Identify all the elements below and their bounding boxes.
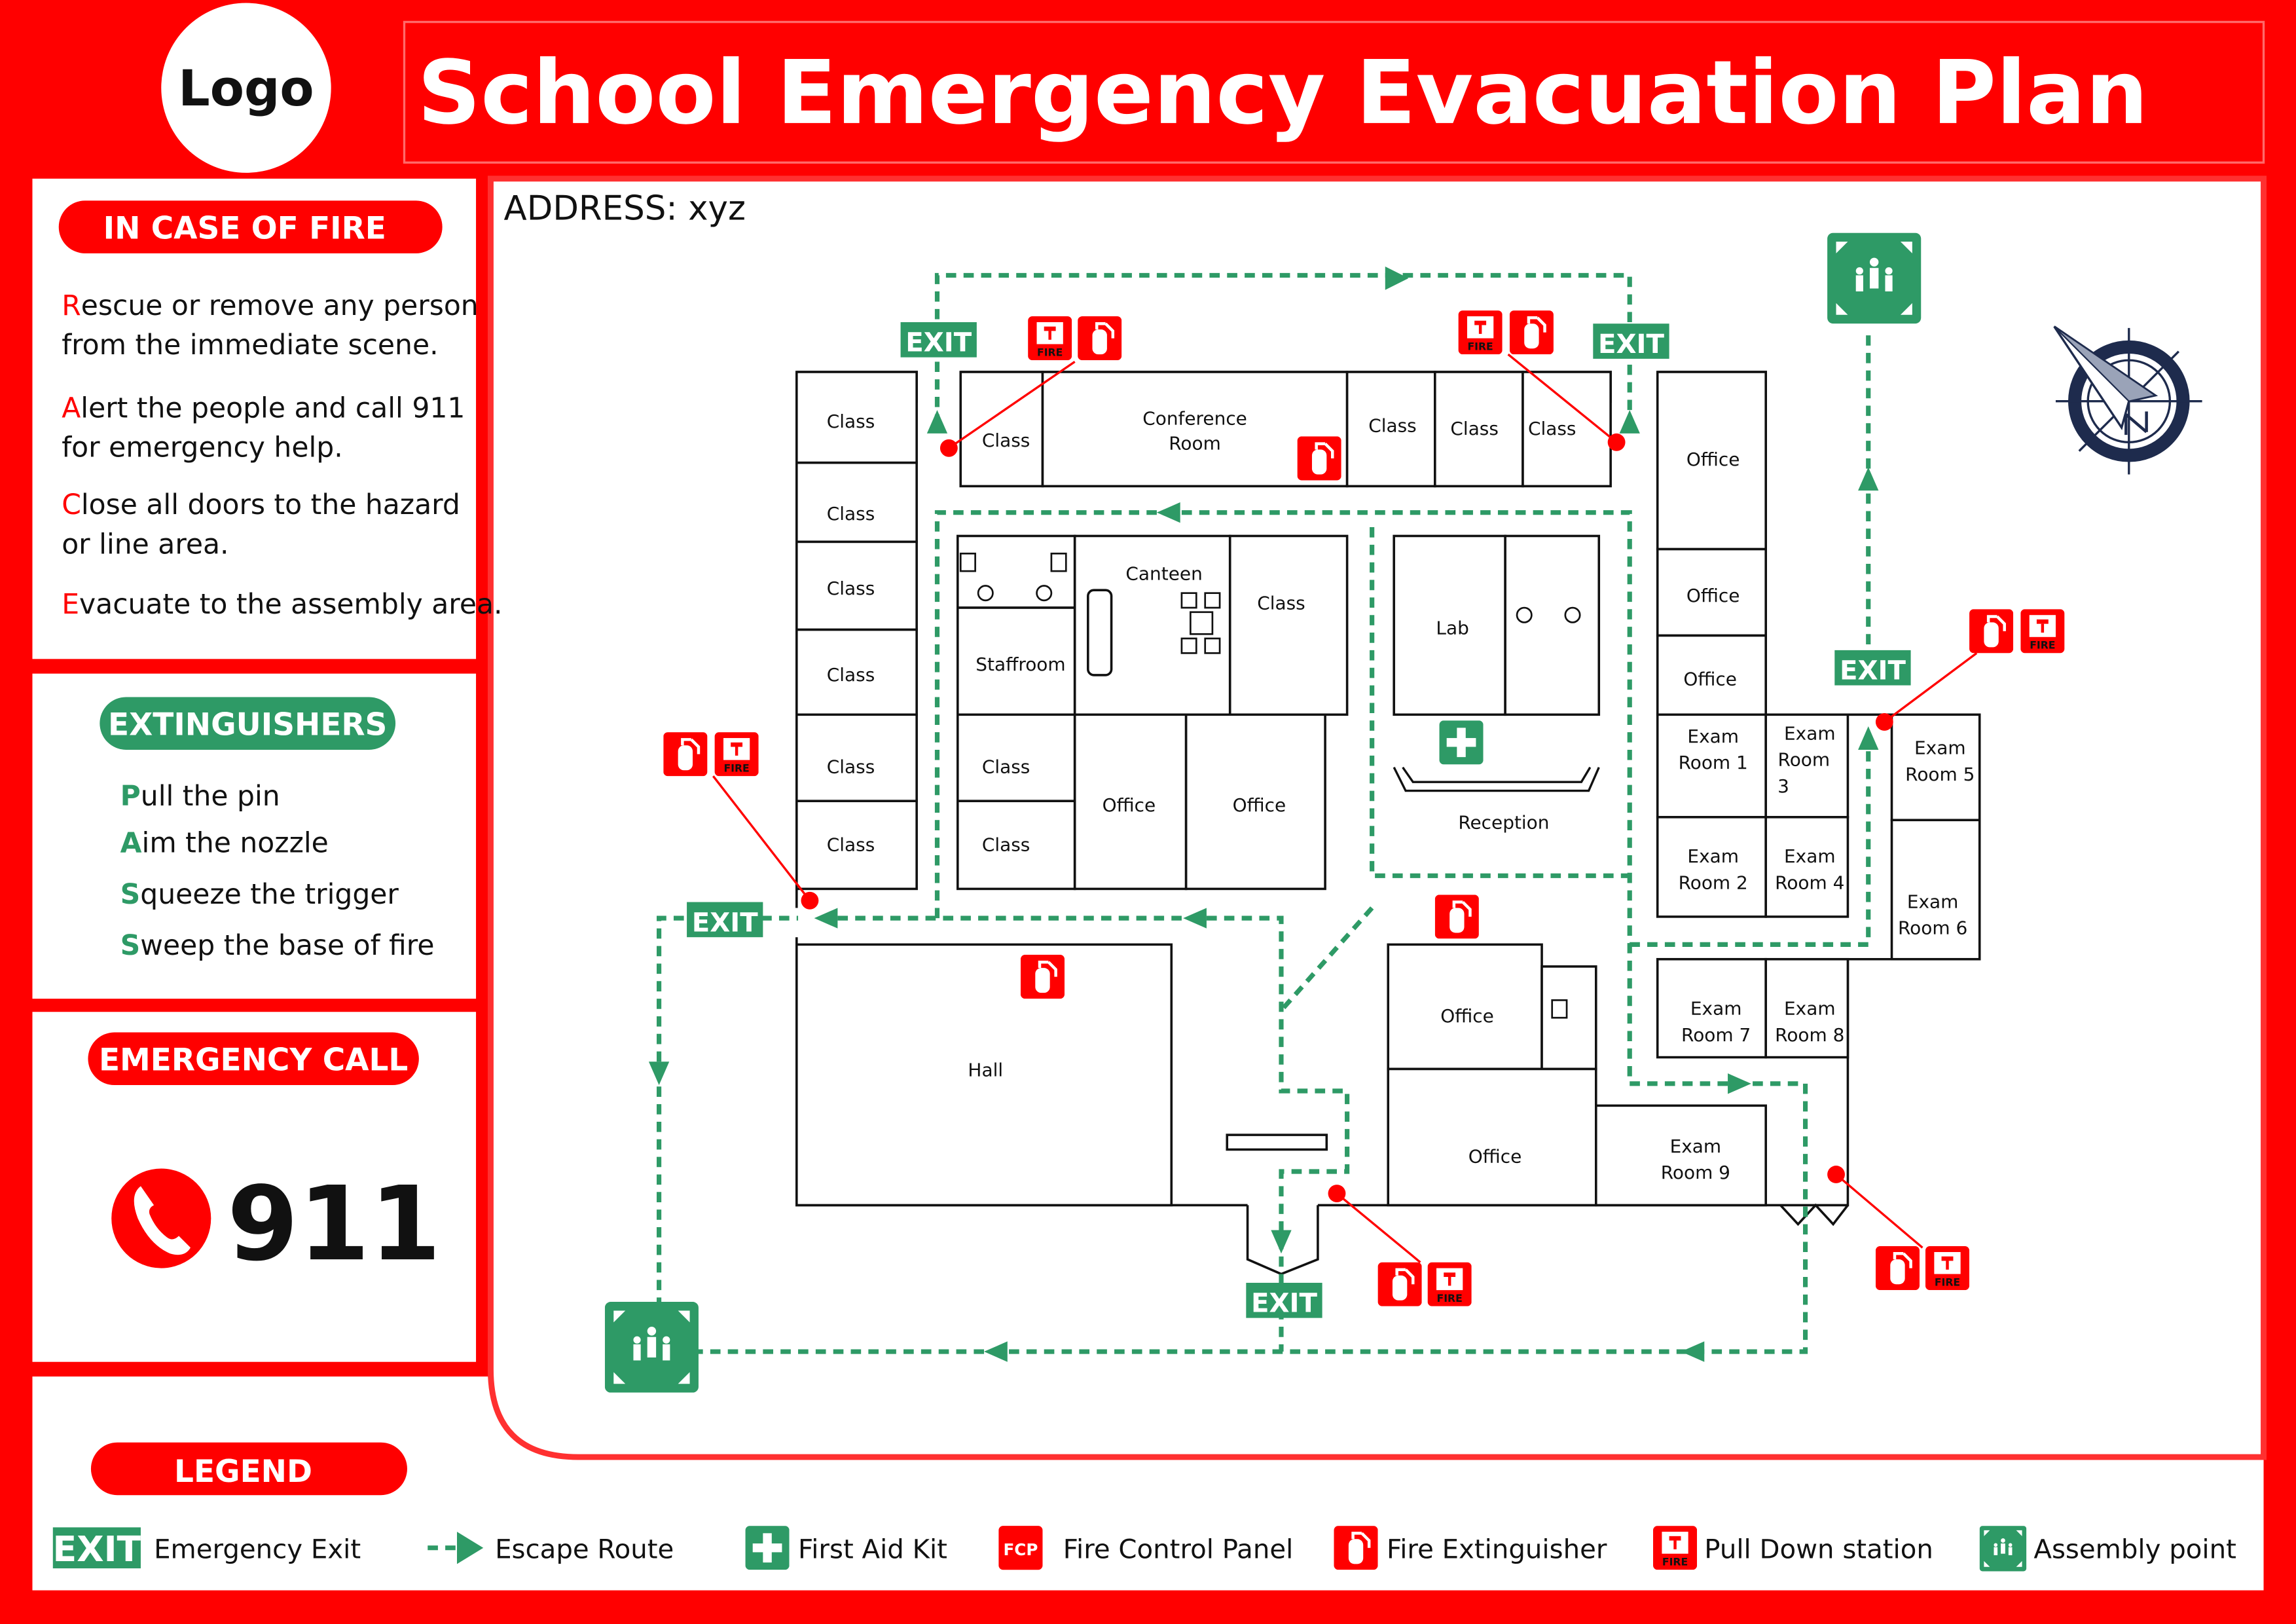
pull-station-label: FIRE <box>1037 346 1063 359</box>
svg-text:Office: Office <box>1440 1005 1494 1027</box>
fire-extinguisher-icon <box>1078 316 1121 360</box>
svg-text:Class: Class <box>1450 418 1499 440</box>
svg-text:Exam: Exam <box>1914 737 1966 759</box>
svg-text:or line area.: or line area. <box>62 528 229 561</box>
svg-text:Office: Office <box>1468 1145 1522 1168</box>
svg-text:Exam: Exam <box>1784 722 1836 745</box>
assembly-point-icon <box>605 1302 699 1393</box>
svg-text:Evacuate to the assembly area.: Evacuate to the assembly area. <box>62 588 503 621</box>
exit-sign-text: EXIT <box>52 1528 141 1570</box>
svg-text:Class: Class <box>826 663 875 686</box>
logo-text: Logo <box>178 59 314 118</box>
pull-station-label: FIRE <box>1662 1555 1688 1568</box>
address: ADDRESS: xyz <box>503 189 746 229</box>
svg-text:Class: Class <box>981 756 1030 778</box>
fire-extinguisher-icon <box>663 732 707 776</box>
emergency-call-title: EMERGENCY CALL <box>98 1042 409 1079</box>
pull-station-label: FIRE <box>723 762 750 775</box>
svg-text:Class: Class <box>826 502 875 525</box>
legend-label: Emergency Exit <box>154 1534 361 1565</box>
assembly-point-icon <box>1980 1526 2027 1571</box>
svg-text:Lab: Lab <box>1436 617 1469 639</box>
svg-text:Class: Class <box>826 410 875 432</box>
svg-text:Squeeze the trigger: Squeeze the trigger <box>120 878 399 911</box>
legend-label: Assembly point <box>2033 1534 2236 1565</box>
first-aid-icon <box>746 1526 790 1570</box>
exit-sign-text: EXIT <box>691 908 758 938</box>
legend-label: Escape Route <box>495 1534 674 1565</box>
svg-text:Conference: Conference <box>1142 407 1247 430</box>
phone-icon <box>111 1169 211 1268</box>
map-panel <box>490 179 2263 1457</box>
pull-station-label: FIRE <box>1436 1292 1463 1305</box>
legend-label: Fire Control Panel <box>1063 1534 1294 1565</box>
svg-text:Class: Class <box>826 756 875 778</box>
pull-station-label: FIRE <box>2030 638 2056 652</box>
svg-text:Reception: Reception <box>1458 811 1550 834</box>
legend-label: Pull Down station <box>1704 1534 1933 1565</box>
first-aid-kit-icon <box>1440 720 1484 764</box>
svg-text:Room: Room <box>1777 748 1831 771</box>
svg-text:Pull the pin: Pull the pin <box>120 780 280 813</box>
fire-extinguisher-icon <box>1510 310 1554 354</box>
svg-text:Hall: Hall <box>968 1059 1004 1081</box>
svg-text:Class: Class <box>981 430 1030 452</box>
svg-text:Office: Office <box>1232 794 1286 816</box>
svg-text:Room 6: Room 6 <box>1898 917 1968 939</box>
svg-text:Exam: Exam <box>1687 725 1739 747</box>
svg-text:Office: Office <box>1686 585 1740 607</box>
svg-text:Room 8: Room 8 <box>1775 1024 1845 1046</box>
svg-text:Class: Class <box>826 577 875 599</box>
svg-text:Room 4: Room 4 <box>1775 872 1845 894</box>
svg-text:Room 9: Room 9 <box>1660 1162 1730 1184</box>
emergency-number: 911 <box>227 1164 441 1284</box>
exit-sign-text: EXIT <box>905 327 972 358</box>
exit-sign-text: EXIT <box>1250 1288 1317 1319</box>
svg-text:Class: Class <box>1527 418 1576 440</box>
svg-text:Room: Room <box>1169 432 1221 454</box>
legend-label: First Aid Kit <box>798 1534 947 1565</box>
svg-text:Exam: Exam <box>1690 997 1742 1020</box>
svg-text:Alert the people and call 911: Alert the people and call 911 <box>62 392 465 425</box>
svg-text:Class: Class <box>981 834 1030 856</box>
svg-text:Sweep the base of fire: Sweep the base of fire <box>120 930 435 963</box>
legend-title: LEGEND <box>174 1454 312 1490</box>
fire-extinguisher-icon <box>1876 1246 1920 1290</box>
pull-station-label: FIRE <box>1467 340 1493 353</box>
svg-text:Office: Office <box>1686 449 1740 471</box>
svg-text:Exam: Exam <box>1784 845 1836 868</box>
svg-text:Exam: Exam <box>1784 997 1836 1020</box>
exit-sign-text: EXIT <box>1839 655 1906 686</box>
svg-text:Rescue or remove any person: Rescue or remove any person <box>62 289 479 322</box>
legend-label: Fire Extinguisher <box>1387 1534 1607 1565</box>
svg-text:Room 1: Room 1 <box>1678 752 1748 774</box>
fire-extinguisher-icon <box>1298 436 1341 480</box>
svg-text:Class: Class <box>1368 415 1417 437</box>
svg-text:Office: Office <box>1102 794 1156 816</box>
svg-text:Room 2: Room 2 <box>1678 872 1748 894</box>
fire-extinguisher-icon <box>1378 1263 1422 1306</box>
svg-text:Room 5: Room 5 <box>1905 763 1975 785</box>
svg-text:3: 3 <box>1777 775 1789 797</box>
svg-text:from the immediate scene.: from the immediate scene. <box>62 329 439 362</box>
svg-text:Close all doors to the hazard: Close all doors to the hazard <box>62 489 460 521</box>
svg-text:Exam: Exam <box>1669 1135 1722 1157</box>
svg-text:Exam: Exam <box>1687 845 1739 868</box>
page-title: School Emergency Evacuation Plan <box>417 41 2149 144</box>
svg-text:for emergency help.: for emergency help. <box>62 432 343 464</box>
assembly-point-icon <box>1827 233 1921 324</box>
extinguishers-title: EXTINGUISHERS <box>108 707 388 743</box>
svg-text:Canteen: Canteen <box>1125 563 1203 585</box>
svg-text:Room 7: Room 7 <box>1681 1024 1751 1046</box>
svg-text:Exam: Exam <box>1906 891 1959 913</box>
svg-text:Class: Class <box>826 834 875 856</box>
fire-extinguisher-icon <box>1969 609 2013 653</box>
svg-text:Staffroom: Staffroom <box>975 654 1066 676</box>
svg-text:Office: Office <box>1683 668 1738 690</box>
fire-extinguisher-icon <box>1021 955 1065 999</box>
fcp-badge: FCP <box>1003 1540 1038 1559</box>
fire-extinguisher-icon <box>1435 895 1479 938</box>
fire-section-title: IN CASE OF FIRE <box>103 210 386 247</box>
svg-text:Class: Class <box>1257 592 1305 614</box>
exit-sign-text: EXIT <box>1597 329 1664 360</box>
svg-text:Aim the nozzle: Aim the nozzle <box>120 827 329 860</box>
fire-extinguisher-icon <box>1334 1526 1378 1570</box>
pull-station-label: FIRE <box>1934 1276 1961 1289</box>
